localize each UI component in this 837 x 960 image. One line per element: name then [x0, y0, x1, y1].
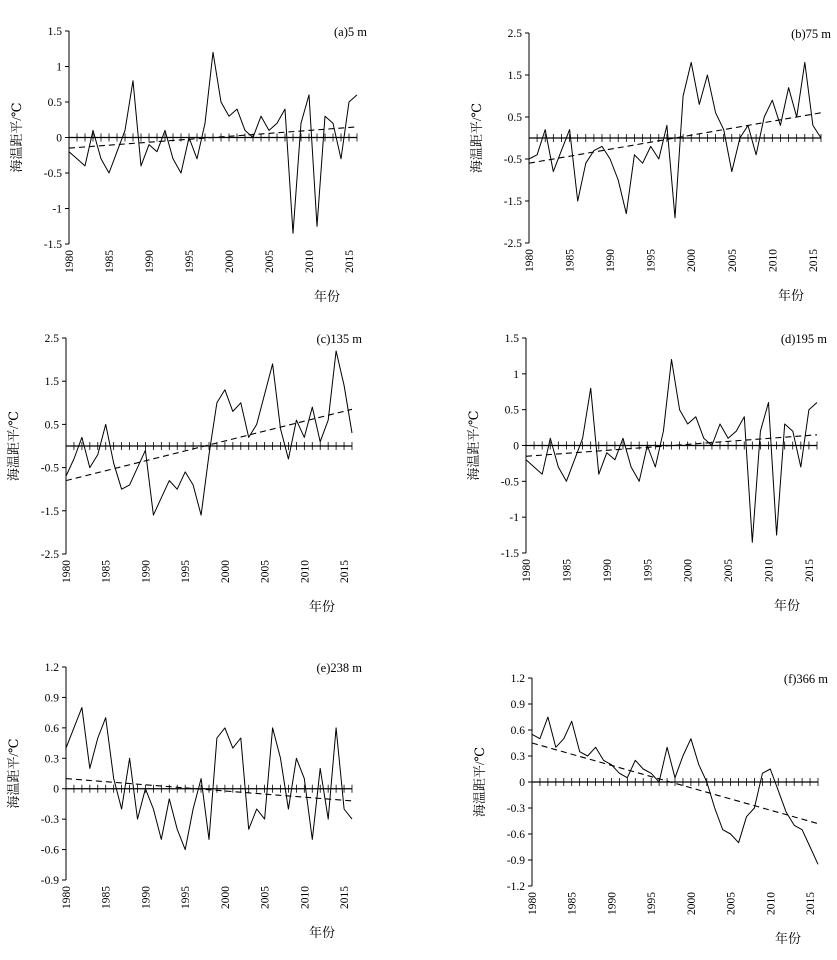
x-tick-label: 2015: [339, 886, 352, 909]
y-tick-label: -1: [52, 203, 62, 216]
x-tick-label: 2015: [807, 249, 820, 272]
y-tick-label: -0.5: [40, 462, 59, 475]
y-tick-label: 0: [53, 783, 59, 796]
panel-label: (b)75 m: [791, 27, 831, 41]
y-tick-label: 0.3: [510, 751, 525, 763]
x-tick-label: 2005: [725, 892, 738, 915]
y-tick-label: -1.5: [503, 196, 522, 208]
x-tick-label: 1985: [561, 559, 574, 582]
x-tick-label: 2005: [259, 886, 272, 909]
anomaly-series-line: [69, 52, 357, 233]
x-tick-label: 1995: [180, 560, 193, 583]
x-axis-title: 年份: [773, 598, 801, 613]
x-tick-label: 1995: [645, 249, 658, 272]
x-tick-label: 2010: [765, 892, 778, 915]
y-tick-label: -0.5: [500, 476, 519, 489]
x-tick-label: 1990: [140, 886, 153, 909]
x-tick-label: 2000: [219, 560, 232, 583]
chart-panel-3: [6, 332, 362, 614]
y-tick-label: -0.6: [40, 844, 59, 857]
y-tick-label: -1.2: [506, 881, 525, 893]
x-tick-label: 2015: [344, 250, 356, 273]
y-tick-label: -0.5: [503, 154, 522, 166]
y-tick-label: -1.5: [500, 548, 519, 560]
x-tick-label: 1980: [527, 892, 539, 915]
x-tick-label: 1990: [144, 250, 156, 273]
y-tick-label: 1: [56, 61, 62, 74]
chart-panel-1: [9, 25, 367, 304]
x-tick-label: 2005: [259, 560, 272, 583]
panel-label: (f)366 m: [783, 672, 828, 686]
y-tick-label: -0.5: [43, 168, 62, 180]
x-tick-label: 2010: [299, 560, 312, 583]
chart-panel-4: [466, 332, 827, 613]
x-tick-label: 2015: [805, 892, 818, 915]
panel-label: (d)195 m: [780, 332, 827, 346]
x-tick-label: 2005: [264, 250, 276, 273]
y-tick-label: 1.2: [44, 662, 59, 674]
panel-label: (c)135 m: [316, 332, 362, 346]
x-tick-label: 2005: [726, 249, 739, 272]
x-axis-title: 年份: [774, 931, 802, 946]
anomaly-series-line: [532, 717, 818, 864]
anomaly-series-line: [526, 360, 817, 543]
x-tick-label: 1985: [100, 560, 113, 583]
y-tick-label: 0.5: [504, 404, 519, 417]
x-tick-label: 1980: [61, 886, 73, 909]
y-tick-label: -1.5: [40, 505, 59, 518]
x-tick-label: 1990: [140, 560, 153, 583]
x-tick-label: 2005: [723, 559, 736, 582]
x-tick-label: 2000: [685, 892, 698, 915]
y-tick-label: 0.5: [47, 97, 62, 109]
x-tick-label: 1990: [605, 249, 618, 272]
y-axis-title: 海温距平/℃: [6, 738, 21, 809]
x-tick-label: 1980: [64, 250, 76, 273]
x-tick-label: 2010: [763, 559, 776, 582]
y-tick-label: 0.9: [44, 692, 59, 705]
chart-panel-6: [472, 672, 828, 946]
x-tick-label: 2015: [803, 559, 816, 582]
y-tick-label: 0: [56, 132, 62, 145]
x-tick-label: 1985: [104, 250, 116, 273]
anomaly-series-line: [66, 351, 352, 515]
y-tick-label: 2.5: [507, 28, 522, 40]
y-tick-label: 0.6: [510, 725, 525, 737]
y-tick-label: 1.5: [44, 376, 59, 389]
x-tick-label: 1990: [606, 892, 619, 915]
x-tick-label: 1985: [100, 886, 113, 909]
x-tick-label: 2010: [767, 249, 780, 272]
x-tick-label: 1995: [180, 886, 193, 909]
x-tick-label: 1990: [601, 559, 614, 582]
y-tick-label: -2.5: [40, 549, 59, 561]
x-tick-label: 1985: [566, 892, 579, 915]
x-tick-label: 1980: [61, 560, 73, 583]
x-tick-label: 2010: [299, 886, 312, 909]
chart-panel-5: [6, 661, 362, 940]
x-tick-label: 1985: [564, 249, 577, 272]
x-tick-label: 2010: [304, 250, 316, 273]
y-tick-label: 0.9: [510, 699, 525, 711]
anomaly-series-line: [66, 708, 352, 850]
y-tick-label: 1.2: [510, 673, 525, 685]
x-tick-label: 1995: [646, 892, 659, 915]
x-axis-title: 年份: [313, 289, 341, 304]
x-tick-label: 2000: [224, 250, 236, 273]
y-axis-title: 海温距平/℃: [6, 410, 21, 482]
y-tick-label: -0.3: [40, 814, 59, 827]
y-tick-label: 1.5: [47, 26, 62, 38]
x-tick-label: 1995: [184, 250, 196, 273]
panel-label: (e)238 m: [316, 661, 362, 675]
x-tick-label: 2000: [686, 249, 699, 272]
y-tick-label: -2.5: [503, 238, 522, 250]
x-tick-label: 1995: [642, 559, 655, 582]
y-tick-label: 1.5: [504, 333, 519, 345]
x-tick-label: 2015: [339, 560, 352, 583]
x-tick-label: 2000: [219, 886, 232, 909]
y-tick-label: 1.5: [507, 70, 522, 82]
y-axis-title: 海温距平/℃: [466, 410, 481, 481]
trend-line: [66, 779, 352, 801]
y-axis-title: 海温距平/℃: [9, 102, 24, 173]
x-axis-title: 年份: [777, 288, 805, 303]
y-tick-label: -0.6: [506, 829, 525, 841]
y-tick-label: 0.3: [44, 753, 59, 766]
y-axis-title: 海温距平/℃: [469, 102, 484, 174]
y-tick-label: 0.5: [44, 419, 59, 432]
y-tick-label: 1: [513, 368, 519, 381]
chart-panel-2: [469, 27, 831, 303]
x-axis-title: 年份: [308, 599, 336, 614]
y-tick-label: 2.5: [44, 333, 59, 345]
y-tick-label: 0: [513, 440, 519, 453]
y-tick-label: -0.9: [40, 875, 59, 887]
y-tick-label: -1: [509, 512, 519, 525]
x-axis-title: 年份: [308, 925, 336, 940]
y-tick-label: -1.5: [43, 239, 62, 251]
y-tick-label: 0: [519, 777, 525, 789]
panel-label: (a)5 m: [334, 25, 367, 39]
y-tick-label: -0.3: [506, 803, 525, 815]
x-tick-label: 1980: [524, 249, 536, 272]
y-axis-title: 海温距平/℃: [472, 746, 487, 818]
x-tick-label: 1980: [521, 559, 533, 582]
x-tick-label: 2000: [682, 559, 695, 582]
y-tick-label: 0.6: [44, 722, 59, 735]
y-tick-label: -0.9: [506, 855, 525, 867]
y-tick-label: 0.5: [507, 112, 522, 124]
